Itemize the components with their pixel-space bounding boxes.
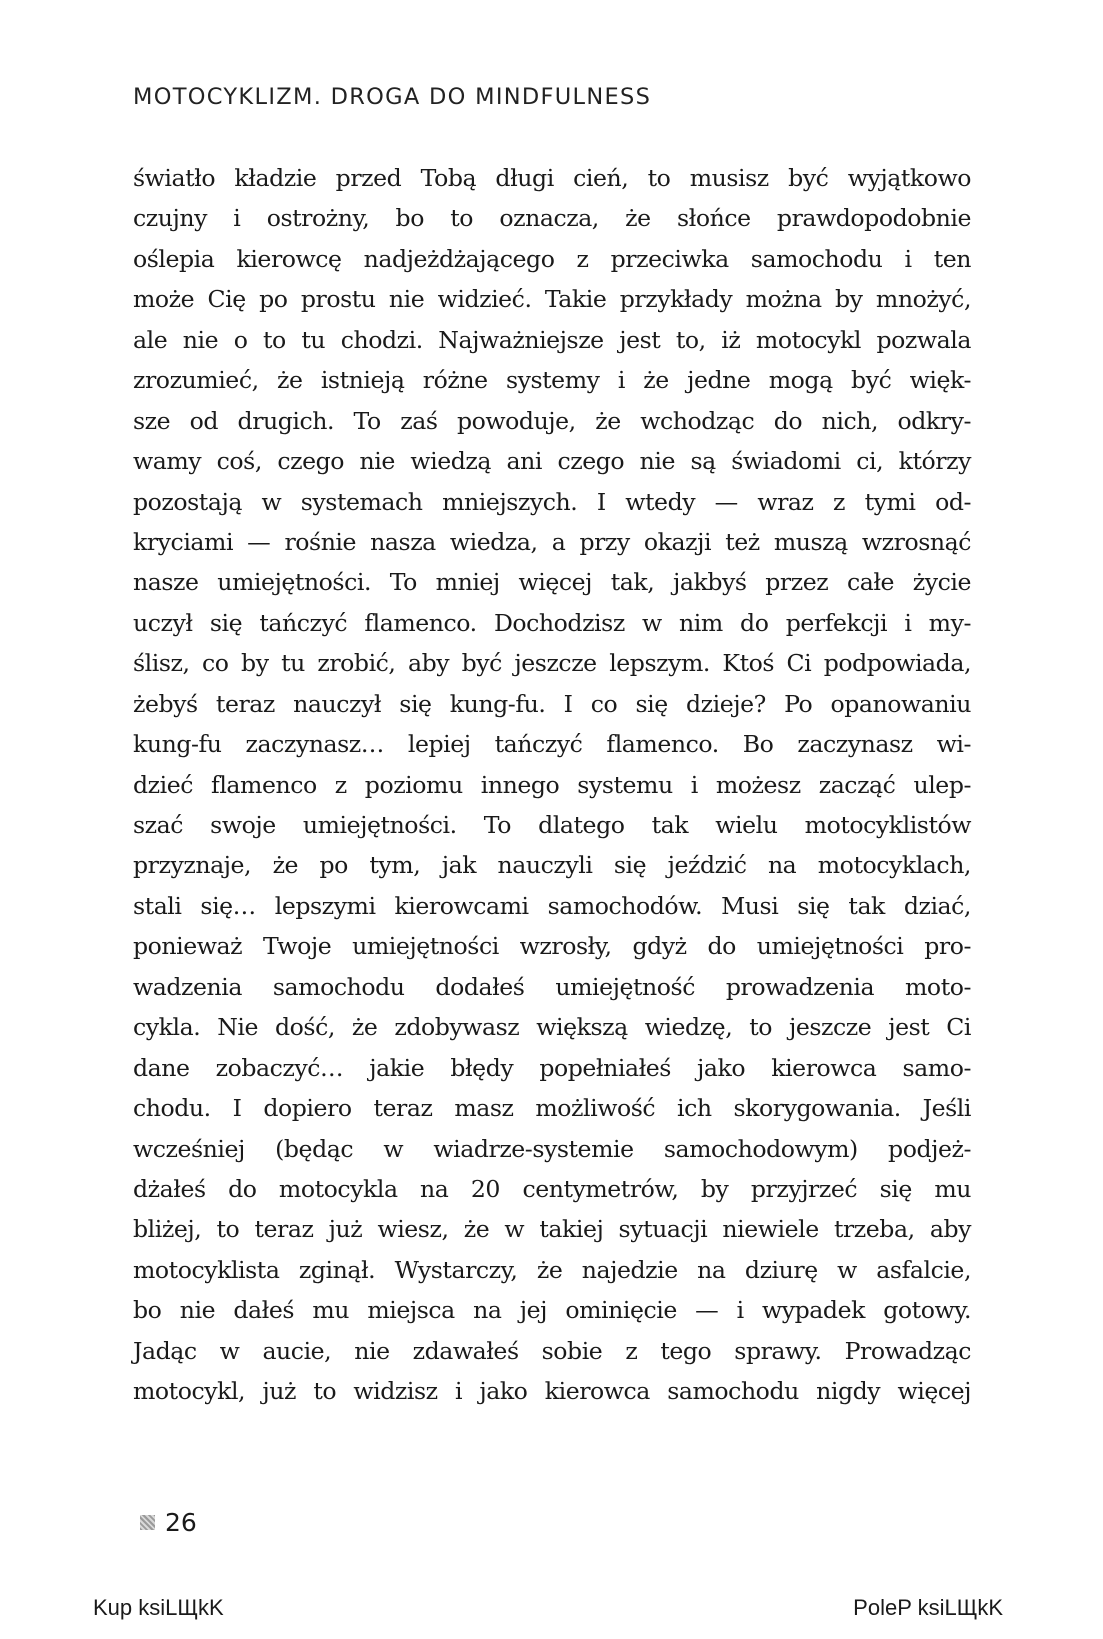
- text-line: wamy coś, czego nie wiedzą ani czego nie są świadomi ci, którzy: [133, 447, 971, 476]
- text-line: zrozumieć, że istnieją różne systemy i że jedne mogą być więk-: [133, 366, 971, 395]
- folio-square-icon: [140, 1515, 155, 1530]
- text-line: dzieć flamenco z poziomu innego systemu i możesz zacząć ulep-: [133, 770, 971, 799]
- text-line: czujny i ostrożny, bo to oznacza, że słońce prawdopodobnie: [133, 204, 971, 233]
- text-line: przyznaje, że po tym, jak nauczyli się jeździć na motocyklach,: [133, 851, 971, 880]
- text-line: Jadąc w aucie, nie zdawałeś sobie z tego sprawy. Prowadząc: [133, 1336, 971, 1365]
- running-head: MOTOCYKLIZM. DROGA DO MINDFULNESS: [133, 84, 652, 110]
- body-text: [133, 158, 971, 1412]
- text-line: uczył się tańczyć flamenco. Dochodzisz w nim do perfekcji i my-: [133, 608, 971, 637]
- text-line: wadzenia samochodu dodałeś umiejętność prowadzenia moto-: [133, 972, 971, 1001]
- text-line: ponieważ Twoje umiejętności wzrosły, gdyż do umiejętności pro-: [133, 932, 971, 961]
- text-line: sze od drugich. To zaś powoduje, że wchodząc do nich, odkry-: [133, 406, 971, 435]
- text-line: bo nie dałeś mu miejsca na jej ominięcie — i wypadek gotowy.: [133, 1296, 971, 1325]
- text-line: bliżej, to teraz już wiesz, że w takiej sytuacji niewiele trzeba, aby: [133, 1215, 971, 1244]
- text-line: nasze umiejętności. To mniej więcej tak, jakbyś przez całe życie: [133, 568, 971, 597]
- page-number: 26: [165, 1508, 197, 1537]
- text-line: stali się… lepszymi kierowcami samochodów. Musi się tak dziać,: [133, 891, 971, 920]
- text-line: kryciami — rośnie nasza wiedza, a przy okazji też muszą wzrosnąć: [133, 527, 971, 556]
- text-line: pozostają w systemach mniejszych. I wtedy — wraz z tymi od-: [133, 487, 971, 516]
- text-line: kung-fu zaczynasz… lepiej tańczyć flamenco. Bo zaczynasz wi-: [133, 730, 971, 759]
- recommend-book-link[interactable]: PoleP ksiLЩkK: [853, 1595, 1003, 1620]
- text-line: dane zobaczyć… jakie błędy popełniałeś jako kierowca samo-: [133, 1053, 971, 1082]
- text-line: szać swoje umiejętności. To dlatego tak wielu motocyklistów: [133, 811, 971, 839]
- folio: [140, 1508, 197, 1537]
- text-line: ślisz, co by tu zrobić, aby być jeszcze lepszym. Ktoś Ci podpowiada,: [133, 649, 971, 678]
- text-line: światło kładzie przed Tobą długi cień, to musisz być wyjątkowo: [133, 164, 971, 192]
- text-line: oślepia kierowcę nadjeżdżającego z przeciwka samochodu i ten: [133, 244, 971, 273]
- text-line: żebyś teraz nauczył się kung-fu. I co się dzieje? Po opanowaniu: [133, 689, 971, 718]
- text-line: może Cię po prostu nie widzieć. Takie przykłady można by mnożyć,: [133, 285, 971, 314]
- text-line: motocyklista zginął. Wystarczy, że najedzie na dziurę w asfalcie,: [133, 1255, 971, 1284]
- text-line: wcześniej (będąc w wiadrze-systemie samochodowym) podjeż-: [133, 1134, 971, 1163]
- text-line: motocykl, już to widzisz i jako kierowca samochodu nigdy więcej: [133, 1377, 971, 1406]
- text-line: cykla. Nie dość, że zdobywasz większą wiedzę, to jeszcze jest Ci: [133, 1013, 971, 1042]
- text-line: dżałeś do motocykla na 20 centymetrów, by przyjrzeć się mu: [133, 1174, 971, 1203]
- text-line: chodu. I dopiero teraz masz możliwość ich skorygowania. Jeśli: [133, 1094, 971, 1123]
- buy-book-link[interactable]: Kup ksiLЩkK: [93, 1595, 224, 1620]
- text-line: ale nie o to tu chodzi. Najważniejsze jest to, iż motocykl pozwala: [133, 325, 971, 354]
